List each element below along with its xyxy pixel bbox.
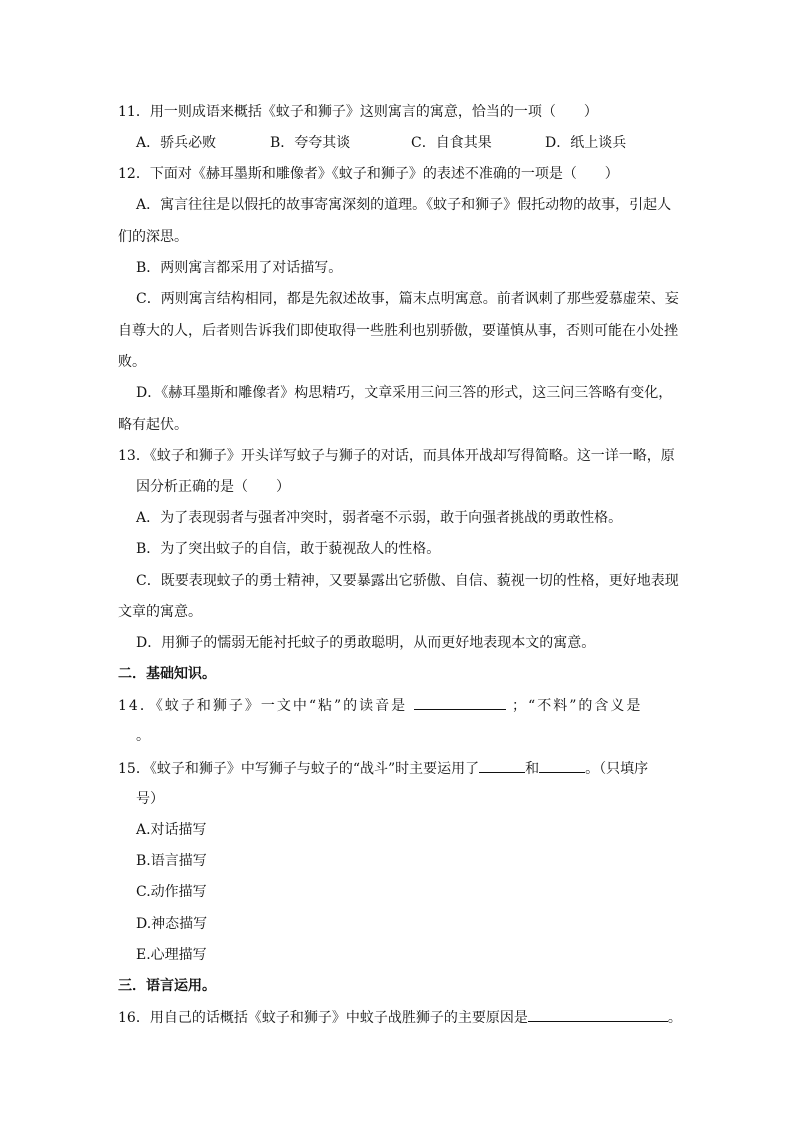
q13-option-d: D．用狮子的懦弱无能衬托蚊子的勇敢聪明，从而更好地表现本文的寓意。	[136, 635, 596, 651]
q14-end: 。	[136, 728, 150, 744]
q15-option-a: A.对话描写	[136, 822, 207, 838]
q13-option-c-line1: C．既要表现蚊子的勇士精神，又要暴露出它骄傲、自信、藐视一切的性格，更好地表现	[136, 573, 679, 589]
q14-text-part2: ；“不料”的含义是	[512, 698, 643, 714]
section-heading-language-use: 三．语言运用。	[118, 978, 216, 994]
q13-stem-line2: 因分析正确的是（ ）	[136, 479, 290, 495]
q15-line2: 号）	[136, 791, 164, 807]
q12-option-d-line2: 略有起伏。	[118, 417, 188, 433]
q15-text-mid: 和	[525, 761, 540, 777]
q15-option-b: B.语言描写	[136, 853, 207, 869]
q14-answer-blank-pronunciation[interactable]	[414, 695, 506, 710]
q15-line1	[118, 758, 678, 779]
q12-stem: 12．下面对《赫耳墨斯和雕像者》《蚊子和狮子》的表述不准确的一项是（ ）	[118, 166, 619, 182]
q16-end: 。	[667, 1010, 682, 1026]
q14-line1	[118, 695, 678, 716]
q13-option-b: B．为了突出蚊子的自信，敢于藐视敌人的性格。	[136, 541, 441, 557]
q12-option-a-line1: A．寓言往往是以假托的故事寄寓深刻的道理。《蚊子和狮子》假托动物的故事，引起人	[136, 197, 672, 213]
q12-option-c-line1: C．两则寓言结构相同，都是先叙述故事，篇末点明寓意。前者讽刺了那些爱慕虚荣、妄	[136, 291, 679, 307]
q12-option-d-line1: D．《赫耳墨斯和雕像者》构思精巧，文章采用三问三答的形式，这三问三答略有变化，	[136, 385, 673, 401]
q15-answer-blank-2[interactable]	[539, 758, 585, 773]
q15-answer-blank-1[interactable]	[479, 758, 525, 773]
q15-option-c: C.动作描写	[136, 884, 207, 900]
q12-option-b: B．两则寓言都采用了对话描写。	[136, 260, 343, 276]
q11-option-a: A．骄兵必败	[136, 135, 217, 151]
q15-option-e: E.心理描写	[136, 947, 207, 963]
q12-option-c-line2: 自尊大的人，后者则告诉我们即使取得一些胜利也别骄傲，要谨慎从事，否则可能在小处挫	[118, 323, 678, 339]
q13-option-c-line2: 文章的寓意。	[118, 604, 202, 620]
q12-option-c-line3: 败。	[118, 354, 146, 370]
q11-option-b: B．夸夸其谈	[270, 135, 351, 151]
q15-text-part2: 。（只填序	[585, 761, 649, 777]
q15-text-part1: 15．《蚊子和狮子》中写狮子与蚊子的“战斗”时主要运用了	[118, 761, 480, 777]
q14-line2	[136, 726, 696, 746]
q11-option-d: D．纸上谈兵	[545, 135, 627, 151]
q13-option-a: A．为了表现弱者与强者冲突时，弱者毫不示弱，敢于向强者挑战的勇敢性格。	[136, 510, 623, 526]
q12-option-a-line2: 们的深思。	[118, 229, 188, 245]
q11-option-c: C．自食其果	[411, 135, 492, 151]
section-heading-basic-knowledge: 二．基础知识。	[118, 666, 216, 682]
q16-text: 16．用自己的话概括《蚊子和狮子》中蚊子战胜狮子的主要原因是	[118, 1010, 528, 1026]
q15-option-d: D.神态描写	[136, 916, 208, 932]
q11-stem: 11．用一则成语来概括《蚊子和狮子》这则寓言的寓意，恰当的一项（ ）	[118, 104, 598, 120]
q14-text-part1: 14．《蚊子和狮子》一文中“粘”的读音是	[118, 698, 408, 714]
q16-line	[118, 1007, 682, 1028]
q16-answer-blank[interactable]	[528, 1007, 668, 1022]
q11-options	[136, 133, 696, 153]
q13-stem-line1: 13．《蚊子和狮子》开头详写蚊子与狮子的对话，而具体开战却写得简略。这一详一略，原	[118, 448, 675, 464]
